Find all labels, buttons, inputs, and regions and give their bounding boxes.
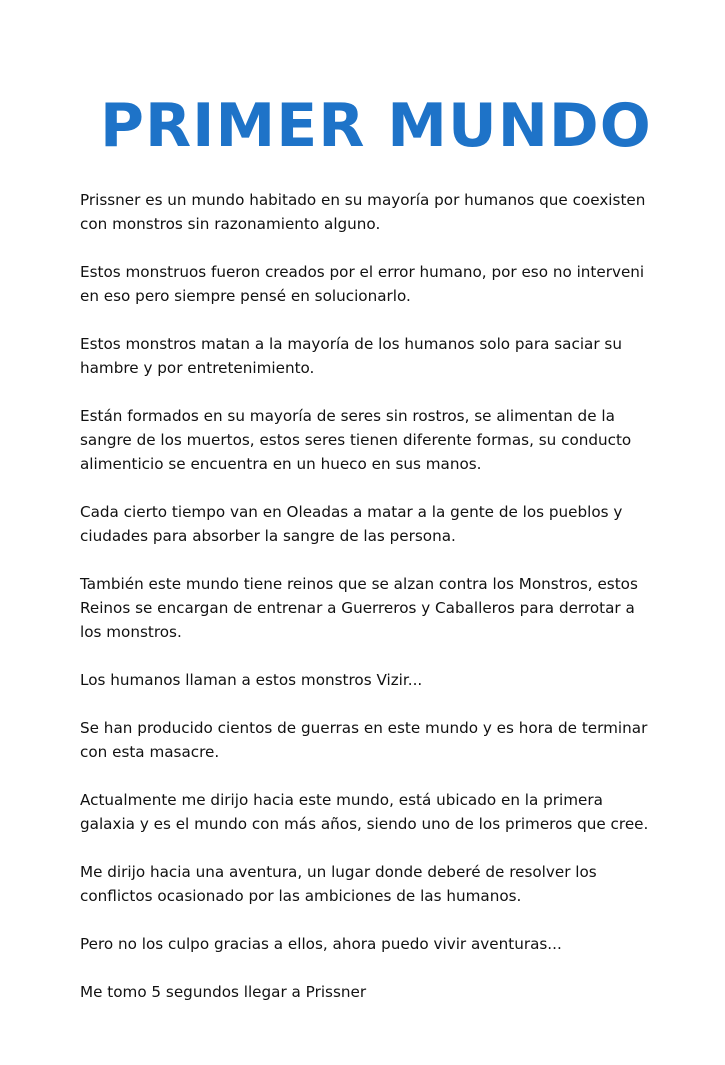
page-title: PRIMER MUNDO [100,91,652,161]
document-body [80,188,655,1004]
paragraph: Los humanos llaman a estos monstros Vizir... [80,671,423,689]
paragraph: Me dirijo hacia una aventura, un lugar donde deberé de resolver los conflictos ocasionado por las ambiciones de las humanos. [80,863,597,905]
paragraph: Me tomo 5 segundos llegar a Prissner [80,983,367,1001]
paragraph: Pero no los culpo gracias a ellos, ahora puedo vivir aventuras... [80,935,562,953]
paragraph: Prissner es un mundo habitado en su mayoría por humanos que coexisten con monstros sin razonamiento alguno. [80,191,646,233]
paragraph: Actualmente me dirijo hacia este mundo, está ubicado en la primera galaxia y es el mundo con más años, siendo uno de los primeros que cree. [80,791,649,833]
paragraph: Estos monstros matan a la mayoría de los humanos solo para saciar su hambre y por entretenimiento. [80,335,622,377]
paragraph: Están formados en su mayoría de seres sin rostros, se alimentan de la sangre de los muertos, estos seres tienen diferente formas, su conducto alimenticio se encuentra en un hueco en sus manos. [80,407,632,473]
paragraph: Cada cierto tiempo van en Oleadas a matar a la gente de los pueblos y ciudades para absorber la sangre de las persona. [80,503,623,545]
paragraph: También este mundo tiene reinos que se alzan contra los Monstros, estos Reinos se encargan de entrenar a Guerreros y Caballeros para derrotar a los monstros. [80,575,638,641]
paragraph: Se han producido cientos de guerras en este mundo y es hora de terminar con esta masacre. [80,719,648,761]
paragraph: Estos monstruos fueron creados por el error humano, por eso no interveni en eso pero siempre pensé en solucionarlo. [80,263,645,305]
